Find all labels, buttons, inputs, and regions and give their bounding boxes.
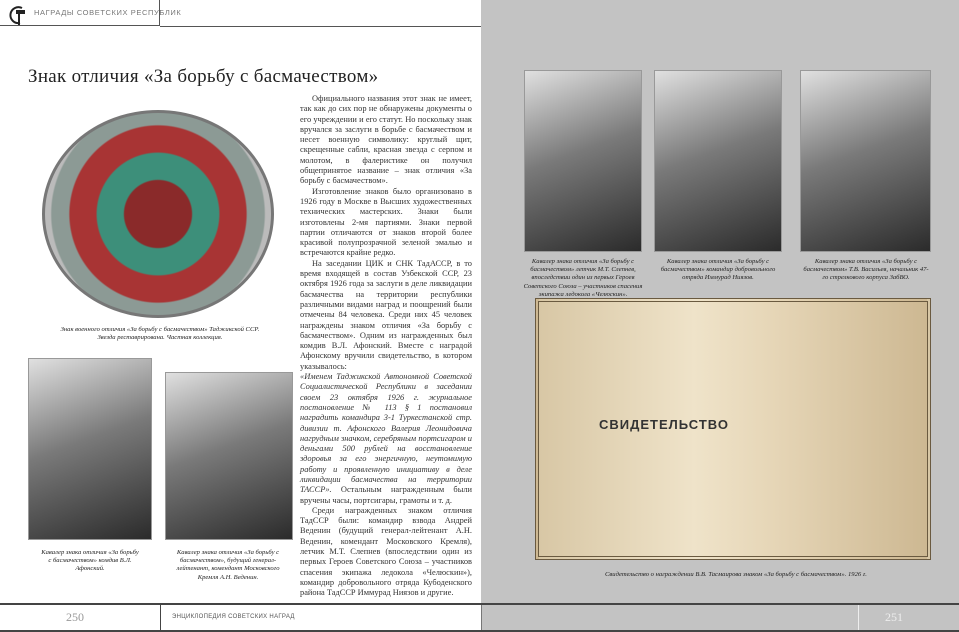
quote: «Именем Таджикской Автономной Советской Социалистической Республики в заседании своем 23 октября 1926 г. журнальное постановление № 113 § 1 постановил наградить командира 3-1 Туркестанской стр. дивизии т. Афонского Валерия Леонидовича нагрудным значком, серебряным портсигаром и деньгами 500 рублей на восстановление здоровья за его энергичную, неутомимую работу и проявленную инициативу в деле ликвидации басмачества на территории ТАССР». xyxy=(300,372,472,495)
portrait-slepnev xyxy=(524,70,642,252)
portrait-afonsky xyxy=(28,358,152,540)
certificate-image xyxy=(535,298,931,560)
photo-caption: Кавалер знака отличия «За борьбу с басмачеством» командир добровольного отряда Иммурад Ниязов. xyxy=(660,258,776,282)
certificate-caption: Свидетельство о награждении В.В. Тасмаирова знаком «За борьбу с басмачеством». 1926 г. xyxy=(605,571,867,578)
footer-divider xyxy=(858,605,859,630)
paragraph: Изготовление знаков было организовано в 1926 году в Москве в Высших художественных технических мастерских. Знаки были изготовлены 2-мя партиями. Знаки первой партии отличаются от знаков второй более красивой полупрозрачной зеленой эмалью и встречаются крайне редко. xyxy=(300,186,472,258)
portrait-vedenin xyxy=(165,372,293,540)
page-gutter xyxy=(481,605,482,630)
body-text xyxy=(300,94,472,599)
portrait-vasiliev xyxy=(800,70,931,252)
portrait-niyazov xyxy=(654,70,782,252)
paragraph: Официального названия этот знак не имеет, так как до сих пор не обнаружены документы о его учреждении и его статут. Но поскольку знак вручался за заслуги в борьбе с басмачеством и несет военную символику: круглый щит, скрещенные сабли, красная звезда с серпом и молотом, в фалеристике он получил общепринятое название – знак отличия «За борьбу с басмачеством». xyxy=(300,94,472,186)
medal-image xyxy=(42,110,274,318)
photo-caption: Кавалер знака отличия «За борьбу с басмачеством» Т.В. Васильев, начальник 47-го стрелкового корпуса ЗабВО. xyxy=(803,258,929,282)
photo-caption: Кавалер знака отличия «За борьбу с басмачеством» летчик М.Т. Слепнев, впоследствии один из первых Героев Советского Союза – участников спасения экипажа ледокола «Челюскин». xyxy=(523,258,643,298)
footer-divider xyxy=(160,605,161,630)
header-title: НАГРАДЫ СОВЕТСКИХ РЕСПУБЛИК xyxy=(34,8,182,17)
paragraph: Среди награжденных знаком отличия ТадССР были: командир взвода Андрей Веденин (будущий генерал-лейтенант А.Н. Веденин, комендант Московского Кремля), летчик М.Т. Слепнев (впоследствии один из первых Героев Советского Союза – участников спасения экипажа ледокола «Челюскин»), командир добровольного отряда Кубоденского района ТадССР Иммурад Ниязов и другие. xyxy=(300,505,472,598)
page-title: Знак отличия «За борьбу с басмачеством» xyxy=(28,66,379,87)
caption-line: Звезда реставрирована. Частная коллекция. xyxy=(97,334,223,342)
photo-caption: Кавалер знака отличия «За борьбу с басмачеством» комдив В.Л. Афонский. xyxy=(41,549,139,573)
caption-line: Знак военного отличия «За борьбу с басмачеством» Таджикской ССР. xyxy=(60,326,260,333)
header-rule xyxy=(160,26,481,27)
photo-caption: Кавалер знака отличия «За борьбу с басмачеством», будущий генерал-лейтенант, комендант Московского Кремля А.Н. Веденин. xyxy=(176,549,280,581)
publisher-logo-icon xyxy=(8,5,30,25)
page-number: 251 xyxy=(885,610,903,624)
paragraph: Остальным награжденным были вручены часы, портсигары, грамоты и т. д. xyxy=(300,485,472,505)
page-number: 250 xyxy=(66,610,84,624)
footer-rule xyxy=(0,603,959,605)
footer-title: ЭНЦИКЛОПЕДИЯ СОВЕТСКИХ НАГРАД xyxy=(172,614,295,620)
right-page xyxy=(481,0,959,632)
paragraph: На заседании ЦИК и СНК ТадАССР, в то время входящей в состав Узбекской ССР, 23 октября 1926 года за заслуги в деле ликвидации басмачества на территории республики различными видами наград и поощрений были отмечены 84 человека. Среди них 45 человек награждены знаком отличия «За борьбу с басмачеством». Одним из награжденных был комдив В.Л. Афонский. Вместе с наградой Афонскому вручили свидетельство, в котором указывалось: xyxy=(300,258,472,371)
medal-caption xyxy=(30,326,290,342)
certificate-title: СВИДЕТЕЛЬСТВО xyxy=(599,417,729,432)
